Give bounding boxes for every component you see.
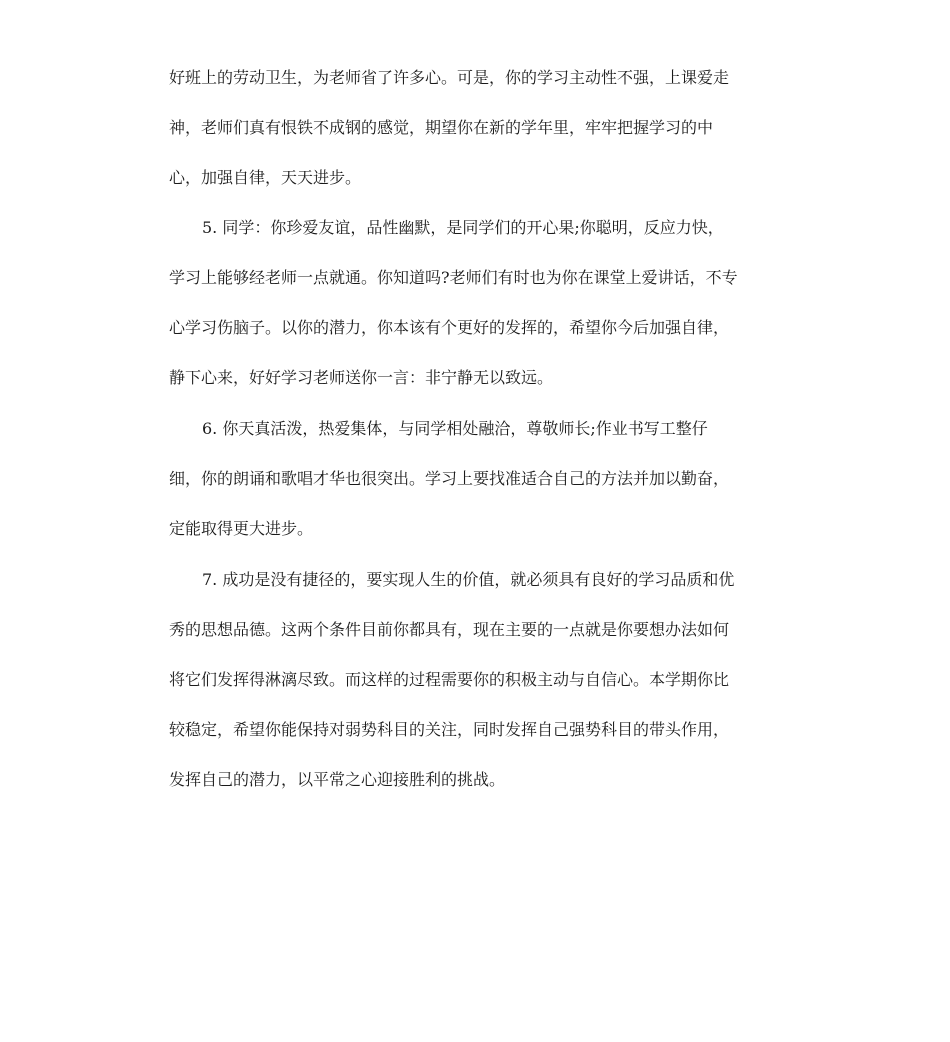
paragraph-6-first-line: 6. 你天真活泼，热爱集体，与同学相处融洽，尊敬师长;作业书写工整仔 (202, 419, 708, 438)
text-line: 发挥自己的潜力，以平常之心迎接胜利的挑战。 (169, 770, 506, 789)
text-line: 将它们发挥得淋漓尽致。而这样的过程需要你的积极主动与自信心。本学期你比 (169, 670, 730, 689)
text-line: 神，老师们真有恨铁不成钢的感觉，期望你在新的学年里，牢牢把握学习的中 (169, 118, 714, 137)
text-line: 定能取得更大进步。 (169, 519, 314, 538)
text-line: 好班上的劳动卫生，为老师省了许多心。可是，你的学习主动性不强，上课爱走 (169, 68, 730, 87)
text-line: 静下心来，好好学习老师送你一言：非宁静无以致远。 (169, 368, 554, 387)
text-line: 心，加强自律，天天进步。 (169, 168, 362, 187)
text-line: 秀的思想品德。这两个条件目前你都具有，现在主要的一点就是你要想办法如何 (169, 620, 730, 639)
text-line: 学习上能够经老师一点就通。你知道吗?老师们有时也为你在课堂上爱讲话，不专 (169, 268, 738, 287)
paragraph-5-first-line: 5. 同学：你珍爱友谊，品性幽默，是同学们的开心果;你聪明，反应力快， (202, 218, 724, 237)
text-line: 较稳定，希望你能保持对弱势科目的关注，同时发挥自己强势科目的带头作用， (169, 720, 730, 739)
text-line: 心学习伤脑子。以你的潜力，你本该有个更好的发挥的，希望你今后加强自律， (169, 318, 730, 337)
paragraph-7-first-line: 7. 成功是没有捷径的，要实现人生的价值，就必须具有良好的学习品质和优 (202, 570, 735, 589)
text-line: 细，你的朗诵和歌唱才华也很突出。学习上要找准适合自己的方法并加以勤奋， (169, 469, 730, 488)
